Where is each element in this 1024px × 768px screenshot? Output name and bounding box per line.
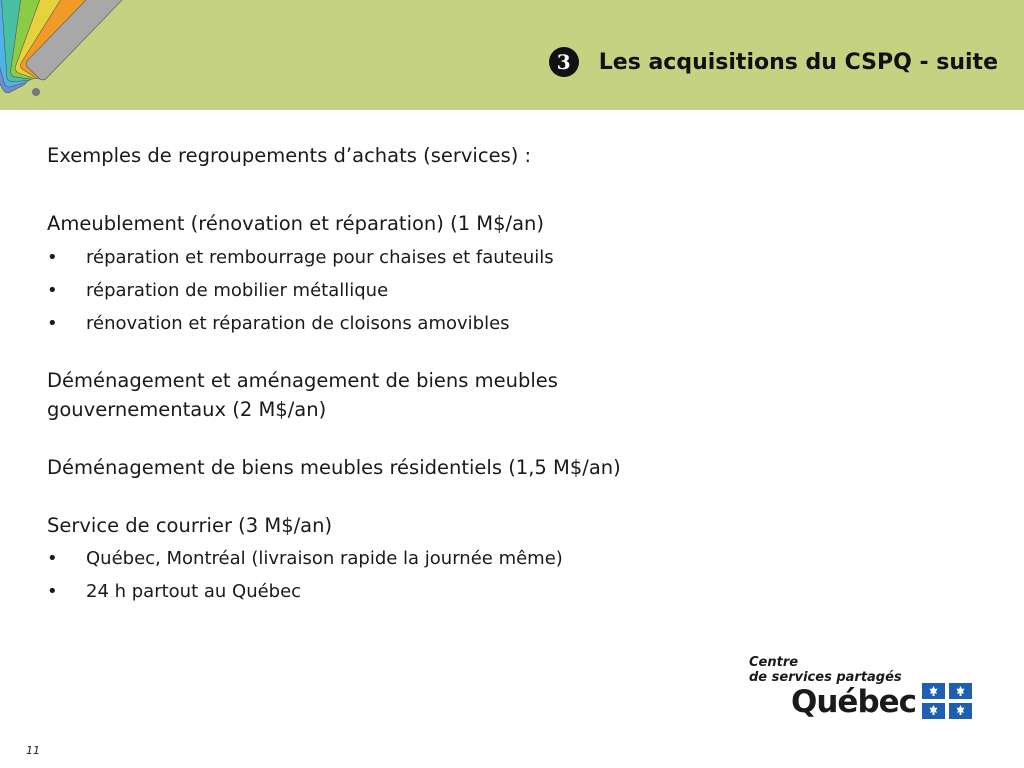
color-swatch-fan-icon bbox=[0, 0, 160, 110]
logo-line2: de services partagés bbox=[749, 670, 902, 685]
title-number-badge: 3 bbox=[549, 47, 579, 77]
bullet-icon: • bbox=[47, 313, 58, 334]
bullet-icon: • bbox=[47, 280, 58, 301]
section-heading-demenagement-residentiel: Déménagement de biens meubles résidentiels (1,5 M$/an) bbox=[47, 456, 621, 479]
bullet-icon: • bbox=[47, 581, 58, 602]
section-heading-ameublement: Ameublement (rénovation et réparation) (1 M$/an) bbox=[47, 212, 545, 235]
title-text: Les acquisitions du CSPQ - suite bbox=[598, 49, 998, 75]
section-heading-courrier: Service de courrier (3 M$/an) bbox=[47, 514, 333, 537]
intro-text: Exemples de regroupements d’achats (services) : bbox=[47, 144, 532, 167]
section-heading-demenagement-gouv-line1: Déménagement et aménagement de biens meubles bbox=[47, 369, 558, 392]
header-band bbox=[0, 0, 1024, 110]
section-heading-demenagement-gouv-line2: gouvernementaux (2 M$/an) bbox=[47, 398, 327, 421]
logo-line1: Centre bbox=[749, 655, 799, 670]
quebec-flag-icon bbox=[922, 683, 972, 719]
page-number: 11 bbox=[26, 744, 40, 757]
cspq-logo bbox=[749, 655, 979, 725]
slide-title bbox=[549, 40, 998, 84]
bullet-icon: • bbox=[47, 548, 58, 569]
logo-wordmark: Québec bbox=[791, 684, 917, 720]
bullet-icon: • bbox=[47, 247, 58, 268]
